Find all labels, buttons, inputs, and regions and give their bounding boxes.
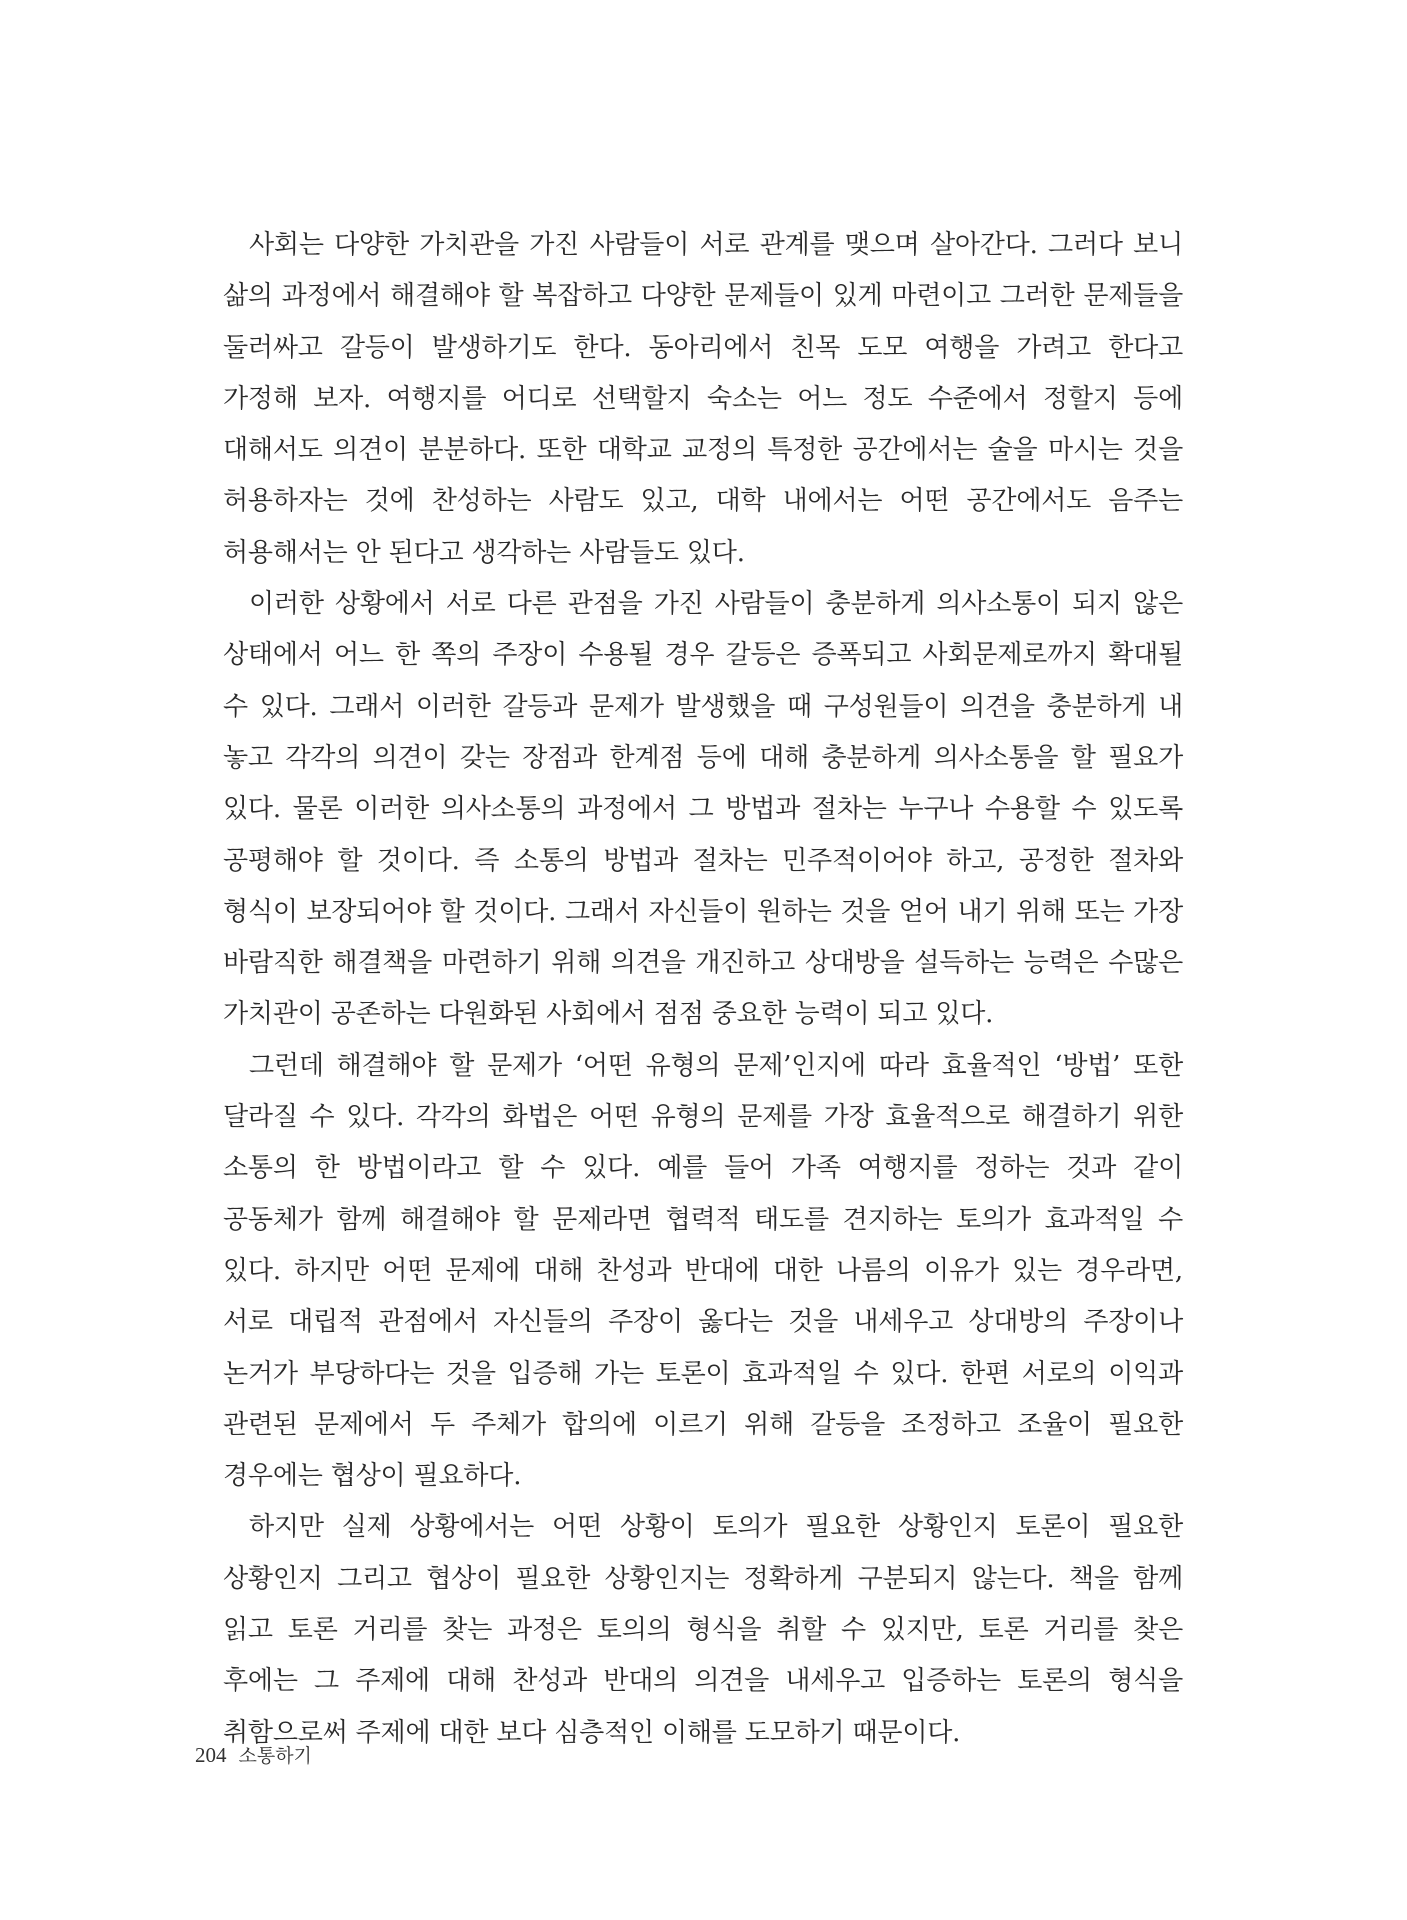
paragraph-4: 하지만 실제 상황에서는 어떤 상황이 토의가 필요한 상황인지 토론이 필요한 상황인지 그리고 협상이 필요한 상황인지는 정확하게 구분되지 않는다. 책을 함께 읽고 토론 거리를 찾는 과정은 토의의 형식을 취할 수 있지만, 토론 거리를 찾은 후에는 그 주제에 대해 찬성과 반대의 의견을 내세우고 입증하는 토론의 형식을 취함으로써 주제에 대한 보다 심층적인 이해를 도모하기 때문이다. <box>223 1512 1183 1748</box>
paragraph-3: 그런데 해결해야 할 문제가 ‘어떤 유형의 문제’인지에 따라 효율적인 ‘방법’ 또한 달라질 수 있다. 각각의 화법은 어떤 유형의 문제를 가장 효율적으로 해결하기 위한 소통의 한 방법이라고 할 수 있다. 예를 들어 가족 여행지를 정하는 것과 같이 공동체가 함께 해결해야 할 문제라면 협력적 태도를 견지하는 토의가 효과적일 수 있다. 하지만 어떤 문제에 대해 찬성과 반대에 대한 나름의 이유가 있는 경우라면, 서로 대립적 관점에서 자신들의 주장이 옳다는 것을 내세우고 상대방의 주장이나 논거가 부당하다는 것을 입증해 가는 토론이 효과적일 수 있다. 한편 서로의 이익과 관련된 문제에서 두 주체가 합의에 이르기 위해 갈등을 조정하고 조율이 필요한 경우에는 협상이 필요하다. <box>223 1050 1183 1492</box>
body-text <box>223 220 1183 1759</box>
paragraph-2: 이러한 상황에서 서로 다른 관점을 가진 사람들이 충분하게 의사소통이 되지 않은 상태에서 어느 한 쪽의 주장이 수용될 경우 갈등은 증폭되고 사회문제로까지 확대될 수 있다. 그래서 이러한 갈등과 문제가 발생했을 때 구성원들이 의견을 충분하게 내 놓고 각각의 의견이 갖는 장점과 한계점 등에 대해 충분하게 의사소통을 할 필요가 있다. 물론 이러한 의사소통의 과정에서 그 방법과 절차는 누구나 수용할 수 있도록 공평해야 할 것이다. 즉 소통의 방법과 절차는 민주적이어야 하고, 공정한 절차와 형식이 보장되어야 할 것이다. 그래서 자신들이 원하는 것을 얻어 내기 위해 또는 가장 바람직한 해결책을 마련하기 위해 의견을 개진하고 상대방을 설득하는 능력은 수많은 가치관이 공존하는 다원화된 사회에서 점점 중요한 능력이 되고 있다. <box>223 589 1183 1030</box>
paragraph-1: 사회는 다양한 가치관을 가진 사람들이 서로 관계를 맺으며 살아간다. 그러다 보니 삶의 과정에서 해결해야 할 복잡하고 다양한 문제들이 있게 마련이고 그러한 문제들을 둘러싸고 갈등이 발생하기도 한다. 동아리에서 친목 도모 여행을 가려고 한다고 가정해 보자. 여행지를 어디로 선택할지 숙소는 어느 정도 수준에서 정할지 등에 대해서도 의견이 분분하다. 또한 대학교 교정의 특정한 공간에서는 술을 마시는 것을 허용하자는 것에 찬성하는 사람도 있고, 대학 내에서는 어떤 공간에서도 음주는 허용해서는 안 된다고 생각하는 사람들도 있다. <box>223 230 1183 568</box>
page-footer <box>195 1741 312 1768</box>
chapter-title: 소통하기 <box>238 1745 312 1767</box>
page-number: 204 <box>195 1743 227 1767</box>
